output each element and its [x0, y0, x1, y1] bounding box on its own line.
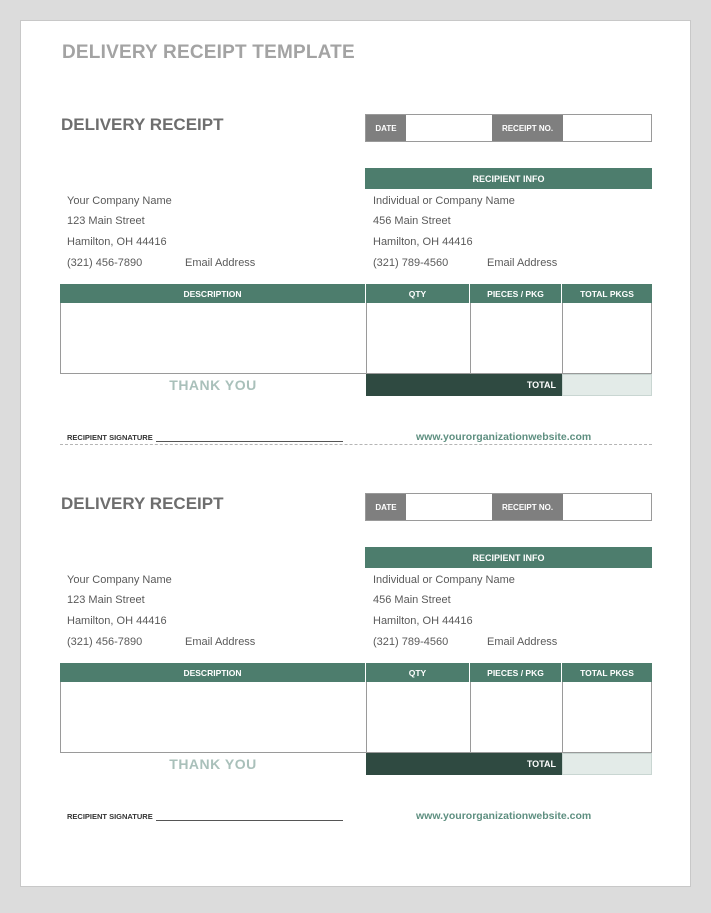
pieces-per-pkg-cell[interactable]: [471, 682, 563, 752]
signature-line[interactable]: [156, 812, 343, 821]
recipient-city: Hamilton, OH 44416: [373, 615, 473, 627]
date-field[interactable]: [406, 115, 492, 141]
description-cell[interactable]: [61, 682, 367, 752]
document-page: [20, 20, 691, 887]
receipt-title: DELIVERY RECEIPT: [61, 494, 224, 513]
sender-company: Your Company Name: [67, 195, 172, 207]
recipient-info-header: RECIPIENT INFO: [365, 168, 652, 189]
sender-email: Email Address: [185, 636, 256, 648]
sender-city: Hamilton, OH 44416: [67, 615, 167, 627]
col-total-pkgs: TOTAL PKGS: [580, 667, 634, 678]
items-table-header: [60, 284, 652, 303]
col-description: DESCRIPTION: [60, 284, 366, 303]
receipt-title: DELIVERY RECEIPT: [61, 115, 224, 134]
date-label: DATE: [366, 115, 406, 141]
recipient-company: Individual or Company Name: [373, 195, 515, 207]
total-value-field[interactable]: [562, 374, 652, 396]
document-title: DELIVERY RECEIPT TEMPLATE: [62, 42, 355, 63]
sender-city: Hamilton, OH 44416: [67, 236, 167, 248]
sender-street: 123 Main Street: [67, 215, 145, 227]
items-table-body: [60, 303, 652, 374]
recipient-street: 456 Main Street: [373, 215, 451, 227]
sender-phone: (321) 456-7890: [67, 257, 143, 269]
thank-you-text: THANK YOU: [169, 756, 257, 772]
col-qty: QTY: [366, 284, 470, 303]
thank-you-text: THANK YOU: [169, 377, 257, 393]
recipient-signature: [67, 812, 343, 821]
total-value-field[interactable]: [562, 753, 652, 775]
total-label: TOTAL: [366, 753, 562, 775]
items-table-header: [60, 663, 652, 682]
col-description: DESCRIPTION: [60, 663, 366, 682]
website-link[interactable]: www.yourorganizationwebsite.com: [416, 810, 592, 822]
items-table-body: [60, 682, 652, 753]
delivery-receipt-1: [21, 115, 692, 495]
pieces-per-pkg-cell[interactable]: [471, 303, 563, 373]
col-pieces-per-pkg: PIECES / PKG: [470, 663, 562, 682]
sender-street: 123 Main Street: [67, 594, 145, 606]
col-qty: QTY: [366, 663, 470, 682]
delivery-receipt-2: [21, 494, 692, 874]
recipient-signature: [67, 433, 343, 442]
recipient-info-header: RECIPIENT INFO: [365, 547, 652, 568]
signature-label: RECIPIENT SIGNATURE: [67, 433, 153, 442]
recipient-email: Email Address: [487, 636, 558, 648]
date-label: DATE: [366, 494, 406, 520]
signature-line[interactable]: [156, 433, 343, 442]
col-pieces-per-pkg: PIECES / PKG: [470, 284, 562, 303]
sender-email: Email Address: [185, 257, 256, 269]
recipient-phone: (321) 789-4560: [373, 257, 449, 269]
total-pkgs-cell[interactable]: [563, 682, 651, 752]
cut-line-divider: [60, 444, 652, 445]
recipient-city: Hamilton, OH 44416: [373, 236, 473, 248]
description-cell[interactable]: [61, 303, 367, 373]
recipient-street: 456 Main Street: [373, 594, 451, 606]
date-field[interactable]: [406, 494, 492, 520]
receipt-no-field[interactable]: [563, 494, 651, 520]
receipt-no-label: RECEIPT NO.: [492, 494, 563, 520]
total-pkgs-cell[interactable]: [563, 303, 651, 373]
qty-cell[interactable]: [367, 303, 471, 373]
website-link[interactable]: www.yourorganizationwebsite.com: [416, 431, 592, 443]
receipt-no-label: RECEIPT NO.: [492, 115, 563, 141]
sender-phone: (321) 456-7890: [67, 636, 143, 648]
qty-cell[interactable]: [367, 682, 471, 752]
recipient-email: Email Address: [487, 257, 558, 269]
receipt-no-field[interactable]: [563, 115, 651, 141]
recipient-company: Individual or Company Name: [373, 574, 515, 586]
col-total-pkgs: TOTAL PKGS: [580, 288, 634, 299]
sender-company: Your Company Name: [67, 574, 172, 586]
date-receipt-box: [365, 114, 652, 142]
date-receipt-box: [365, 493, 652, 521]
recipient-phone: (321) 789-4560: [373, 636, 449, 648]
signature-label: RECIPIENT SIGNATURE: [67, 812, 153, 821]
total-label: TOTAL: [366, 374, 562, 396]
